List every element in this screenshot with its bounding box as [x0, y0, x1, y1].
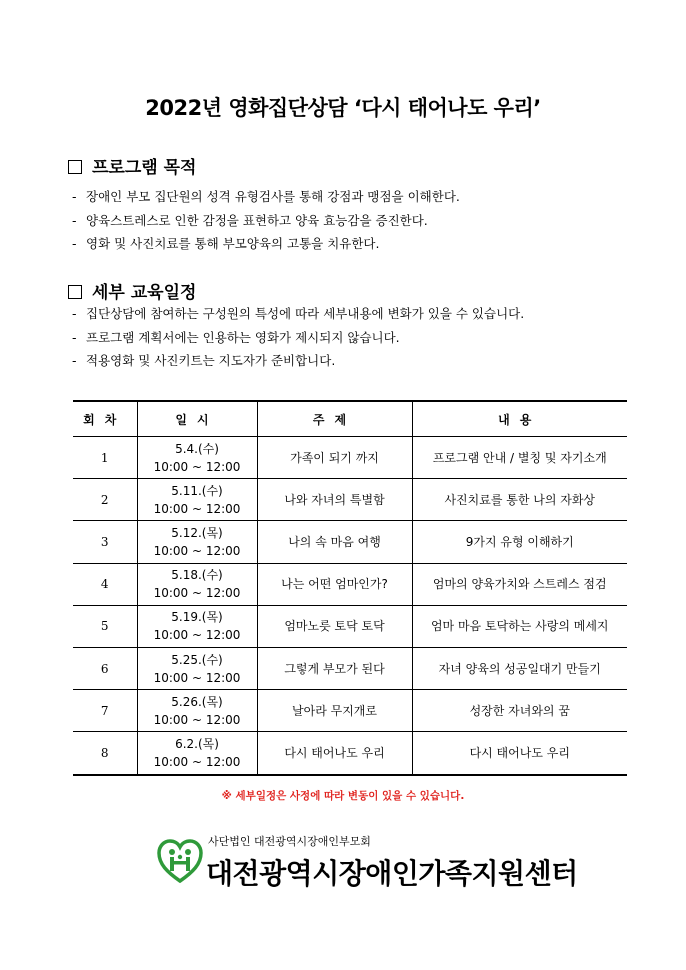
- session-content: 다시 태어나도 우리: [412, 732, 627, 775]
- session-datetime: 5.19.(목) 10:00 ~ 12:00: [137, 605, 257, 647]
- session-content: 엄마 마음 토닥하는 사랑의 메세지: [412, 605, 627, 647]
- session-content: 성장한 자녀와의 꿈: [412, 690, 627, 732]
- session-number: 6: [73, 647, 137, 689]
- org-parent-name: 사단법인 대전광역시장애인부모회: [208, 835, 371, 848]
- session-datetime: 5.12.(목) 10:00 ~ 12:00: [137, 521, 257, 563]
- session-number: 7: [73, 690, 137, 732]
- list-item: - 프로그램 계획서에는 인용하는 영화가 제시되지 않습니다.: [72, 329, 400, 345]
- session-number: 1: [73, 437, 137, 479]
- org-name: 대전광역시장애인가족지원센터: [206, 857, 578, 890]
- page-title: 2022년 영화집단상담 ‘다시 태어나도 우리’: [145, 96, 541, 120]
- session-topic: 나의 속 마음 여행: [257, 521, 412, 563]
- session-datetime: 6.2.(목) 10:00 ~ 12:00: [137, 732, 257, 775]
- table-row: [73, 437, 627, 479]
- list-item: - 적용영화 및 사진키트는 지도자가 준비합니다.: [72, 353, 336, 368]
- empty-square-icon: [68, 160, 82, 174]
- session-topic: 그렇게 부모가 된다: [257, 647, 412, 689]
- schedule-table: [73, 400, 627, 776]
- session-topic: 가족이 되기 까지: [257, 437, 412, 479]
- empty-square-icon: [68, 285, 82, 299]
- header-content: 내용: [412, 401, 627, 437]
- section-schedule-heading: [68, 278, 196, 303]
- table-row: [73, 563, 627, 605]
- table-row: [73, 479, 627, 521]
- session-datetime: 5.25.(수) 10:00 ~ 12:00: [137, 647, 257, 689]
- header-datetime: 일시: [137, 401, 257, 437]
- table-header-row: [73, 401, 627, 437]
- session-datetime: 5.4.(수) 10:00 ~ 12:00: [137, 437, 257, 479]
- table-row: [73, 521, 627, 563]
- header-session: 회차: [73, 401, 137, 437]
- list-item: - 영화 및 사진치료를 통해 부모양육의 고통을 치유한다.: [72, 236, 380, 251]
- session-content: 프로그램 안내 / 별칭 및 자기소개: [412, 437, 627, 479]
- session-number: 4: [73, 563, 137, 605]
- session-topic: 다시 태어나도 우리: [257, 732, 412, 775]
- session-topic: 엄마노릇 토닥 토닥: [257, 605, 412, 647]
- session-number: 5: [73, 605, 137, 647]
- session-content: 자녀 양육의 성공일대기 만들기: [412, 647, 627, 689]
- table-row: [73, 605, 627, 647]
- session-number: 3: [73, 521, 137, 563]
- table-row: [73, 732, 627, 775]
- schedule-change-note: ※ 세부일정은 사정에 따라 변동이 있을 수 있습니다.: [221, 790, 465, 802]
- schedule-notes-list: [72, 302, 524, 373]
- session-datetime: 5.26.(목) 10:00 ~ 12:00: [137, 690, 257, 732]
- section-schedule-title: 세부 교육일정: [92, 283, 197, 303]
- session-datetime: 5.11.(수) 10:00 ~ 12:00: [137, 479, 257, 521]
- session-topic: 나는 어떤 엄마인가?: [257, 563, 412, 605]
- session-topic: 날아라 무지개로: [257, 690, 412, 732]
- header-topic: 주제: [257, 401, 412, 437]
- purpose-list: [72, 185, 460, 256]
- section-purpose-title: 프로그램 목적: [92, 158, 197, 178]
- session-content: 사진치료를 통한 나의 자화상: [412, 479, 627, 521]
- session-number: 8: [73, 732, 137, 775]
- session-topic: 나와 자녀의 특별함: [257, 479, 412, 521]
- list-item: - 장애인 부모 집단원의 성격 유형검사를 통해 강점과 맹점을 이해한다.: [72, 189, 460, 204]
- session-content: 엄마의 양육가치와 스트레스 점검: [412, 563, 627, 605]
- table-row: [73, 647, 627, 689]
- session-number: 2: [73, 479, 137, 521]
- family-heart-logo-icon: [157, 838, 203, 884]
- session-datetime: 5.18.(수) 10:00 ~ 12:00: [137, 563, 257, 605]
- list-item: - 집단상담에 참여하는 구성원의 특성에 따라 세부내용에 변화가 있을 수 있습니다.: [72, 306, 525, 321]
- session-content: 9가지 유형 이해하기: [412, 521, 627, 563]
- list-item: - 양육스트레스로 인한 감정을 표현하고 양육 효능감을 증진한다.: [72, 212, 428, 228]
- section-purpose-heading: [68, 153, 196, 178]
- table-row: [73, 690, 627, 732]
